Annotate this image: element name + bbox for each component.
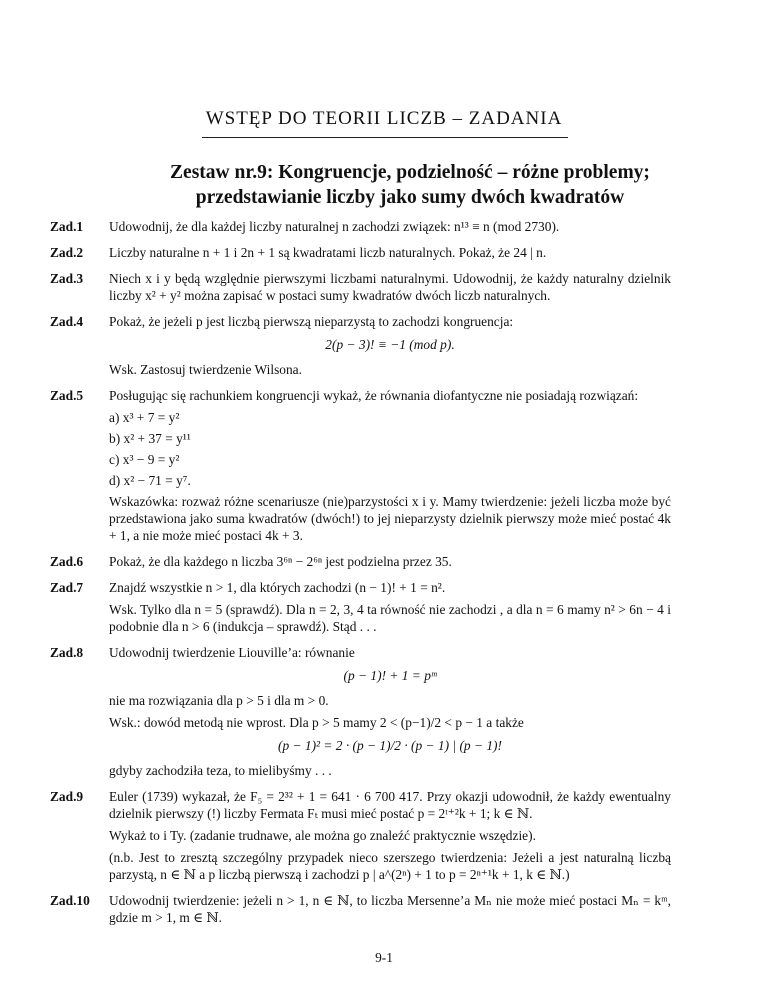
task-number: Zad.9 [50, 789, 84, 804]
task-9 [0, 788, 768, 883]
subitem-a: a) x³ + 7 = y² [109, 410, 180, 425]
task-10 [0, 892, 768, 926]
task-5 [0, 387, 768, 544]
task-8 [0, 644, 768, 779]
task-number: Zad.2 [50, 245, 84, 260]
display-formula-2: (p − 1)² = 2 · (p − 1)/2 · (p − 1) | (p − 1)! [278, 738, 502, 753]
display-formula: (p − 1)! + 1 = pᵐ [343, 668, 437, 683]
task-number: Zad.4 [50, 314, 84, 329]
task-6 [0, 553, 768, 570]
subitem-d: d) x² − 71 = y⁷. [109, 473, 191, 488]
task-text: Niech x i y będą względnie pierwszymi liczbami naturalnymi. Udowodnij, że każdy naturalny dzielnik liczby x² + y² można zapisać w postaci sumy kwadratów dwóch liczb naturalnych. [109, 271, 671, 303]
title-line-2: przedstawianie liczby jako sumy dwóch kwadratów [195, 187, 625, 208]
task-text: Posługując się rachunkiem kongruencji wykaż, że równania diofantyczne nie posiadają rozwiązań: [109, 388, 639, 403]
task-text: Euler (1739) wykazał, że F₅ = 2³² + 1 = 641 · 6 700 417. Przy okazji udowodnił, że każdy ewentualny dzielnik pierwszy (!) liczby Fermata Fₜ musi mieć postać p = 2ᵗ⁺²k + 1; k ∈ ℕ. [109, 789, 671, 821]
task-text: Udowodnij, że dla każdej liczby naturalnej n zachodzi związek: n¹³ ≡ n (mod 2730). [109, 219, 560, 234]
task-number: Zad.7 [50, 580, 84, 595]
task-1 [0, 218, 768, 235]
task-text: Udowodnij twierdzenie: jeżeli n > 1, n ∈ ℕ, to liczba Mersenne’a Mₙ nie może mieć postaci Mₙ = kᵐ, gdzie m > 1, m ∈ ℕ. [109, 893, 671, 925]
task-continuation-2: gdyby zachodziła teza, to mielibyśmy . . . [109, 763, 332, 778]
task-text: Pokaż, że jeżeli p jest liczbą pierwszą nieparzystą to zachodzi kongruencja: [109, 314, 514, 329]
task-list [0, 218, 768, 935]
problem-set-title [60, 160, 760, 210]
task-3 [0, 270, 768, 304]
task-hint: Wsk.: dowód metodą nie wprost. Dla p > 5 mamy 2 < (p−1)/2 < p − 1 a także [109, 715, 524, 730]
display-formula: 2(p − 3)! ≡ −1 (mod p). [325, 337, 455, 352]
task-number: Zad.1 [50, 219, 84, 234]
subitem-c: c) x³ − 9 = y² [109, 452, 180, 467]
task-number: Zad.8 [50, 645, 84, 660]
task-hint: Wsk. Tylko dla n = 5 (sprawdź). Dla n = 2, 3, 4 ta równość nie zachodzi , a dla n = 6 mamy n² > 6n − 4 i podobnie dla n > 6 (indukcja – sprawdź). Stąd . . . [109, 602, 671, 634]
title-line-1: Zestaw nr.9: Kongruencje, podzielność – różne problemy; [170, 162, 650, 183]
task-hint: Wsk. Zastosuj twierdzenie Wilsona. [109, 362, 302, 377]
task-number: Zad.3 [50, 271, 84, 286]
task-hint: Wykaż to i Ty. (zadanie trudnawe, ale można go znaleźć praktycznie wszędzie). [109, 828, 536, 843]
subitem-b: b) x² + 37 = y¹¹ [109, 431, 191, 446]
page-number: 9-1 [375, 950, 393, 965]
task-4 [0, 313, 768, 378]
task-note: (n.b. Jest to zresztą szczególny przypadek nieco szerszego twierdzenia: Jeżeli a jest naturalną liczbą parzystą, n ∈ ℕ a p liczbą pierwszą i zachodzi p | a^(2ⁿ) + 1 to p = 2ⁿ⁺¹k + 1, k ∈ ℕ.) [109, 850, 671, 882]
task-text: Liczby naturalne n + 1 i 2n + 1 są kwadratami liczb naturalnych. Pokaż, że 24 | n. [109, 245, 547, 260]
task-number: Zad.6 [50, 554, 84, 569]
course-title: WSTĘP DO TEORII LICZB – ZADANIA [205, 108, 563, 129]
task-continuation: nie ma rozwiązania dla p > 5 i dla m > 0. [109, 693, 329, 708]
task-2 [0, 244, 768, 261]
task-text: Udowodnij twierdzenie Liouville’a: równanie [109, 645, 355, 660]
title-rule [202, 137, 568, 138]
task-text: Pokaż, że dla każdego n liczba 3⁶ⁿ − 2⁶ⁿ jest podzielna przez 35. [109, 554, 452, 569]
task-7 [0, 579, 768, 635]
task-text: Znajdź wszystkie n > 1, dla których zachodzi (n − 1)! + 1 = n². [109, 580, 446, 595]
task-hint: Wskazówka: rozważ różne scenariusze (nie)parzystości x i y. Mamy twierdzenie: jeżeli liczba może być przedstawiona jako suma kwadratów (dwóch!) to jej nieparzysty dzielnik pierwszy może mieć postać 4k + 1, a nie może mieć postaci 4k + 3. [109, 494, 671, 543]
task-number: Zad.5 [50, 388, 84, 403]
task-number: Zad.10 [50, 893, 90, 908]
